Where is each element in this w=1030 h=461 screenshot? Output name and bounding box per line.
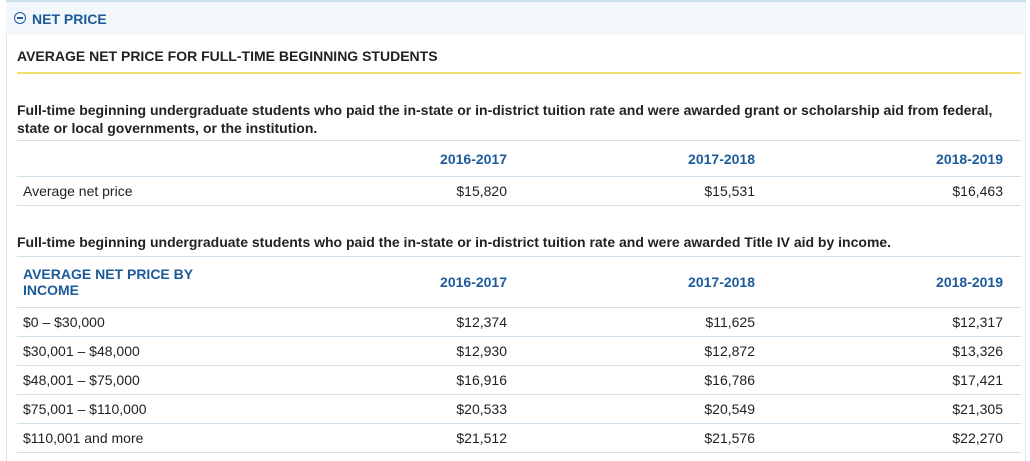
cell-value: $17,421 (773, 366, 1021, 395)
table-row (17, 395, 1021, 424)
collapse-minus-icon[interactable] (14, 12, 26, 24)
table-row (17, 424, 1021, 453)
column-header: 2017-2018 (525, 257, 773, 308)
cell-value: $11,625 (525, 308, 773, 337)
column-header: 2016-2017 (267, 141, 525, 177)
cell-value: $20,549 (525, 395, 773, 424)
row-label: $110,001 and more (17, 424, 267, 453)
cell-value: $22,270 (773, 424, 1021, 453)
table-row (17, 366, 1021, 395)
cell-value: $16,786 (525, 366, 773, 395)
cell-value: $21,576 (525, 424, 773, 453)
table-row (17, 177, 1021, 206)
row-label: $0 – $30,000 (17, 308, 267, 337)
table2-caption: Full-time beginning undergraduate students who paid the in-state or in-district tuition rate and were awarded Title IV aid by income. (17, 234, 892, 250)
section-title[interactable]: NET PRICE (32, 11, 107, 27)
row-label: $75,001 – $110,000 (17, 395, 267, 424)
column-header (17, 141, 267, 177)
cell-value: $21,512 (267, 424, 525, 453)
row-label: $30,001 – $48,000 (17, 337, 267, 366)
average-net-price-table (17, 140, 1021, 206)
net-price-section-header[interactable] (6, 0, 1026, 35)
row-label: $48,001 – $75,000 (17, 366, 267, 395)
subheading-divider (17, 72, 1021, 74)
table-header-row (17, 257, 1021, 308)
table-row (17, 337, 1021, 366)
table-header-row (17, 141, 1021, 177)
panel-right-border (1025, 35, 1026, 461)
cell-value: $15,531 (525, 177, 773, 206)
table-row (17, 308, 1021, 337)
cell-value: $12,317 (773, 308, 1021, 337)
column-header: 2017-2018 (525, 141, 773, 177)
cell-value: $12,872 (525, 337, 773, 366)
row-label: Average net price (17, 177, 267, 206)
subheading: AVERAGE NET PRICE FOR FULL-TIME BEGINNING STUDENTS (17, 48, 438, 64)
cell-value: $12,374 (267, 308, 525, 337)
panel-left-border (6, 35, 7, 461)
column-header: 2018-2019 (773, 141, 1021, 177)
cell-value: $16,463 (773, 177, 1021, 206)
cell-value: $12,930 (267, 337, 525, 366)
column-header: 2016-2017 (267, 257, 525, 308)
column-header: AVERAGE NET PRICE BY INCOME (17, 257, 267, 308)
cell-value: $21,305 (773, 395, 1021, 424)
table1-caption: Full-time beginning undergraduate students who paid the in-state or in-district tuition rate and were awarded grant or scholarship aid from federal, state or local governments, or the institution. (17, 102, 993, 136)
cell-value: $16,916 (267, 366, 525, 395)
column-header: 2018-2019 (773, 257, 1021, 308)
cell-value: $15,820 (267, 177, 525, 206)
cell-value: $20,533 (267, 395, 525, 424)
net-price-by-income-table (17, 256, 1021, 453)
cell-value: $13,326 (773, 337, 1021, 366)
